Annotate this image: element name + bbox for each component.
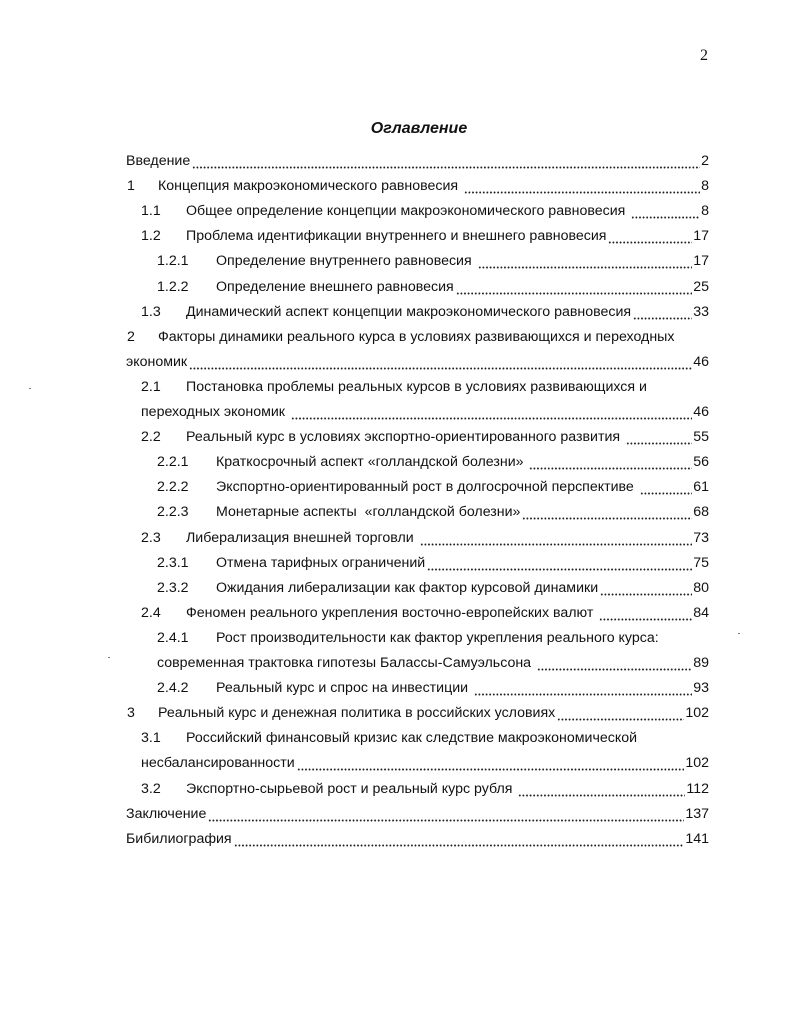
toc-entry-page: 89 <box>693 655 709 671</box>
toc-entry-page: 17 <box>693 253 709 269</box>
toc-entry[interactable] <box>157 479 709 499</box>
toc-entry[interactable] <box>141 605 709 625</box>
scan-speck <box>108 657 110 658</box>
dot-leader <box>631 209 700 219</box>
toc-entry-page: 75 <box>693 555 709 571</box>
dot-leader <box>456 285 692 295</box>
toc-entry-line[interactable] <box>141 379 709 399</box>
toc-entry-title: Постановка проблемы реальных курсов в условиях развивающихся и <box>186 379 647 395</box>
toc-entry-title: Отмена тарифных ограничений <box>216 555 426 571</box>
toc-entry[interactable] <box>157 454 709 474</box>
toc-entry[interactable] <box>126 806 709 826</box>
dot-leader <box>600 586 692 596</box>
toc-entry-number: 2.4 <box>141 605 161 621</box>
toc-entry[interactable] <box>141 404 709 424</box>
dot-leader <box>633 310 692 320</box>
toc-entry-number: 2.1 <box>141 379 161 395</box>
toc-entry-line[interactable] <box>141 730 709 750</box>
toc-entry-title: современная трактовка гипотезы Балассы-Самуэльсона <box>157 655 536 671</box>
toc-entry-title: Бибилиография <box>126 831 232 847</box>
scan-speck <box>738 633 740 634</box>
toc-entry-title: Введение <box>126 153 191 169</box>
dot-leader <box>474 686 692 696</box>
toc-entry-page: 8 <box>701 203 709 219</box>
toc-entry-page: 102 <box>685 755 709 771</box>
dot-leader <box>537 661 692 671</box>
toc-entry-number: 1.2.1 <box>157 253 189 269</box>
scan-speck <box>29 388 31 389</box>
toc-entry-page: 61 <box>693 479 709 495</box>
toc-entry-page: 80 <box>693 580 709 596</box>
toc-entry[interactable] <box>157 555 709 575</box>
toc-entry-number: 1.1 <box>141 203 161 219</box>
toc-entry-number: 2.3 <box>141 530 161 546</box>
toc-entry[interactable] <box>157 504 709 524</box>
toc-entry-title: переходных экономик <box>141 404 289 420</box>
toc-entry-title: Реальный курс и денежная политика в российских условиях <box>158 705 556 721</box>
toc-entry-title: экономик <box>126 354 188 370</box>
toc-entry-title: Реальный курс и спрос на инвестиции <box>216 680 473 696</box>
page-number: 2 <box>700 47 708 64</box>
toc-entry-title: Российский финансовый кризис как следствие макроэкономической <box>186 730 638 746</box>
toc-entry-number: 2.2.3 <box>157 504 189 520</box>
toc-entry-line[interactable] <box>127 329 709 349</box>
toc-entry-title: Либерализация внешней торговли <box>186 530 418 546</box>
toc-entry[interactable] <box>157 655 709 675</box>
dot-leader <box>420 536 693 546</box>
toc-entry-title: Общее определение концепции макроэкономического равновесия <box>186 203 630 219</box>
toc-entry-page: 56 <box>693 454 709 470</box>
toc-entry[interactable] <box>157 580 709 600</box>
dot-leader <box>291 410 692 420</box>
toc-entry-title: несбалансированности <box>141 755 295 771</box>
toc-entry-number: 3.2 <box>141 781 161 797</box>
toc-entry-number: 2.3.1 <box>157 555 189 571</box>
toc-entry[interactable] <box>157 253 709 273</box>
toc-entry-page: 2 <box>701 153 709 169</box>
toc-entry[interactable] <box>126 831 709 851</box>
toc-entry-page: 55 <box>693 429 709 445</box>
dot-leader <box>522 510 692 520</box>
toc-entry-title: Краткосрочный аспект «голландской болезни» <box>216 454 528 470</box>
dot-leader <box>234 837 685 847</box>
toc-entry[interactable] <box>141 228 709 248</box>
toc-entry-page: 73 <box>693 530 709 546</box>
toc-entry-title: Определение внешнего равновесия <box>216 279 454 295</box>
dot-leader <box>189 360 692 370</box>
toc-entry-page: 68 <box>693 504 709 520</box>
dot-leader <box>478 259 693 269</box>
toc-entry-title: Феномен реального укрепления восточно-европейских валют <box>186 605 598 621</box>
toc-entry[interactable] <box>157 680 709 700</box>
toc-entry-page: 46 <box>693 404 709 420</box>
toc-entry-number: 3 <box>127 705 135 721</box>
toc-entry-title: Динамический аспект концепции макроэкономического равновесия <box>186 304 632 320</box>
toc-entry-title: Факторы динамики реального курса в условиях развивающихся и переходных <box>158 329 675 345</box>
toc-entry-page: 102 <box>685 705 709 721</box>
toc-entry[interactable] <box>157 279 709 299</box>
toc-entry-number: 2.4.1 <box>157 630 189 646</box>
toc-entry-title: Реальный курс в условиях экспортно-ориентированного развития <box>186 429 625 445</box>
toc-entry-number: 3.1 <box>141 730 161 746</box>
toc-entry-number: 1.3 <box>141 304 161 320</box>
toc-entry-page: 25 <box>693 279 709 295</box>
toc-entry-page: 84 <box>693 605 709 621</box>
dot-leader <box>557 711 684 721</box>
toc-entry-page: 17 <box>693 228 709 244</box>
toc-entry-number: 2.3.2 <box>157 580 189 596</box>
dot-leader <box>464 184 700 194</box>
toc-entry-title: Экспортно-сырьевой рост и реальный курс рубля <box>186 781 517 797</box>
toc-entry-page: 112 <box>686 781 709 797</box>
toc-entry-page: 141 <box>685 831 709 847</box>
toc-entry-page: 93 <box>693 680 709 696</box>
dot-leader <box>427 561 692 571</box>
dot-leader <box>297 761 685 771</box>
toc-entry-page: 137 <box>685 806 709 822</box>
dot-leader <box>529 460 692 470</box>
toc-entry[interactable] <box>127 178 709 198</box>
toc-entry-number: 2 <box>127 329 135 345</box>
toc-entry[interactable] <box>126 354 709 374</box>
toc-entry-number: 1.2.2 <box>157 279 189 295</box>
toc-entry[interactable] <box>141 203 709 223</box>
dot-leader <box>208 812 684 822</box>
toc-entry-number: 1 <box>127 178 135 194</box>
dot-leader <box>608 234 692 244</box>
toc-entry-title: Экспортно-ориентированный рост в долгосрочной перспективе <box>216 479 638 495</box>
toc-entry[interactable] <box>126 153 709 173</box>
toc-entry[interactable] <box>141 781 709 801</box>
toc-entry-page: 8 <box>701 178 709 194</box>
toc-entry-title: Концепция макроэкономического равновесия <box>158 178 463 194</box>
dot-leader <box>192 159 700 169</box>
toc-entry-number: 2.2.2 <box>157 479 189 495</box>
toc-entry-title: Проблема идентификации внутреннего и внешнего равновесия <box>186 228 607 244</box>
toc-entry[interactable] <box>141 429 709 449</box>
toc-entry-title: Монетарные аспекты «голландской болезни» <box>216 504 521 520</box>
toc-entry-title: Ожидания либерализации как фактор курсовой динамики <box>216 580 599 596</box>
toc-entry[interactable] <box>127 705 709 725</box>
toc-entry-title: Рост производительности как фактор укрепления реального курса: <box>216 630 659 646</box>
toc-title: Оглавление <box>370 120 468 137</box>
toc-entry-line[interactable] <box>157 630 709 650</box>
dot-leader <box>640 485 692 495</box>
toc-entry-title: Определение внутреннего равновесия <box>216 253 476 269</box>
toc-entry-title: Заключение <box>126 806 207 822</box>
toc-entry-page: 46 <box>693 354 709 370</box>
toc-entry-number: 1.2 <box>141 228 161 244</box>
toc-entry[interactable] <box>141 304 709 324</box>
toc-entry[interactable] <box>141 530 709 550</box>
toc-entry[interactable] <box>141 755 709 775</box>
toc-entry-page: 33 <box>693 304 709 320</box>
dot-leader <box>599 611 692 621</box>
dot-leader <box>518 787 685 797</box>
toc-entry-number: 2.2 <box>141 429 161 445</box>
dot-leader <box>626 435 692 445</box>
toc-entry-number: 2.4.2 <box>157 680 189 696</box>
toc-entry-number: 2.2.1 <box>157 454 189 470</box>
